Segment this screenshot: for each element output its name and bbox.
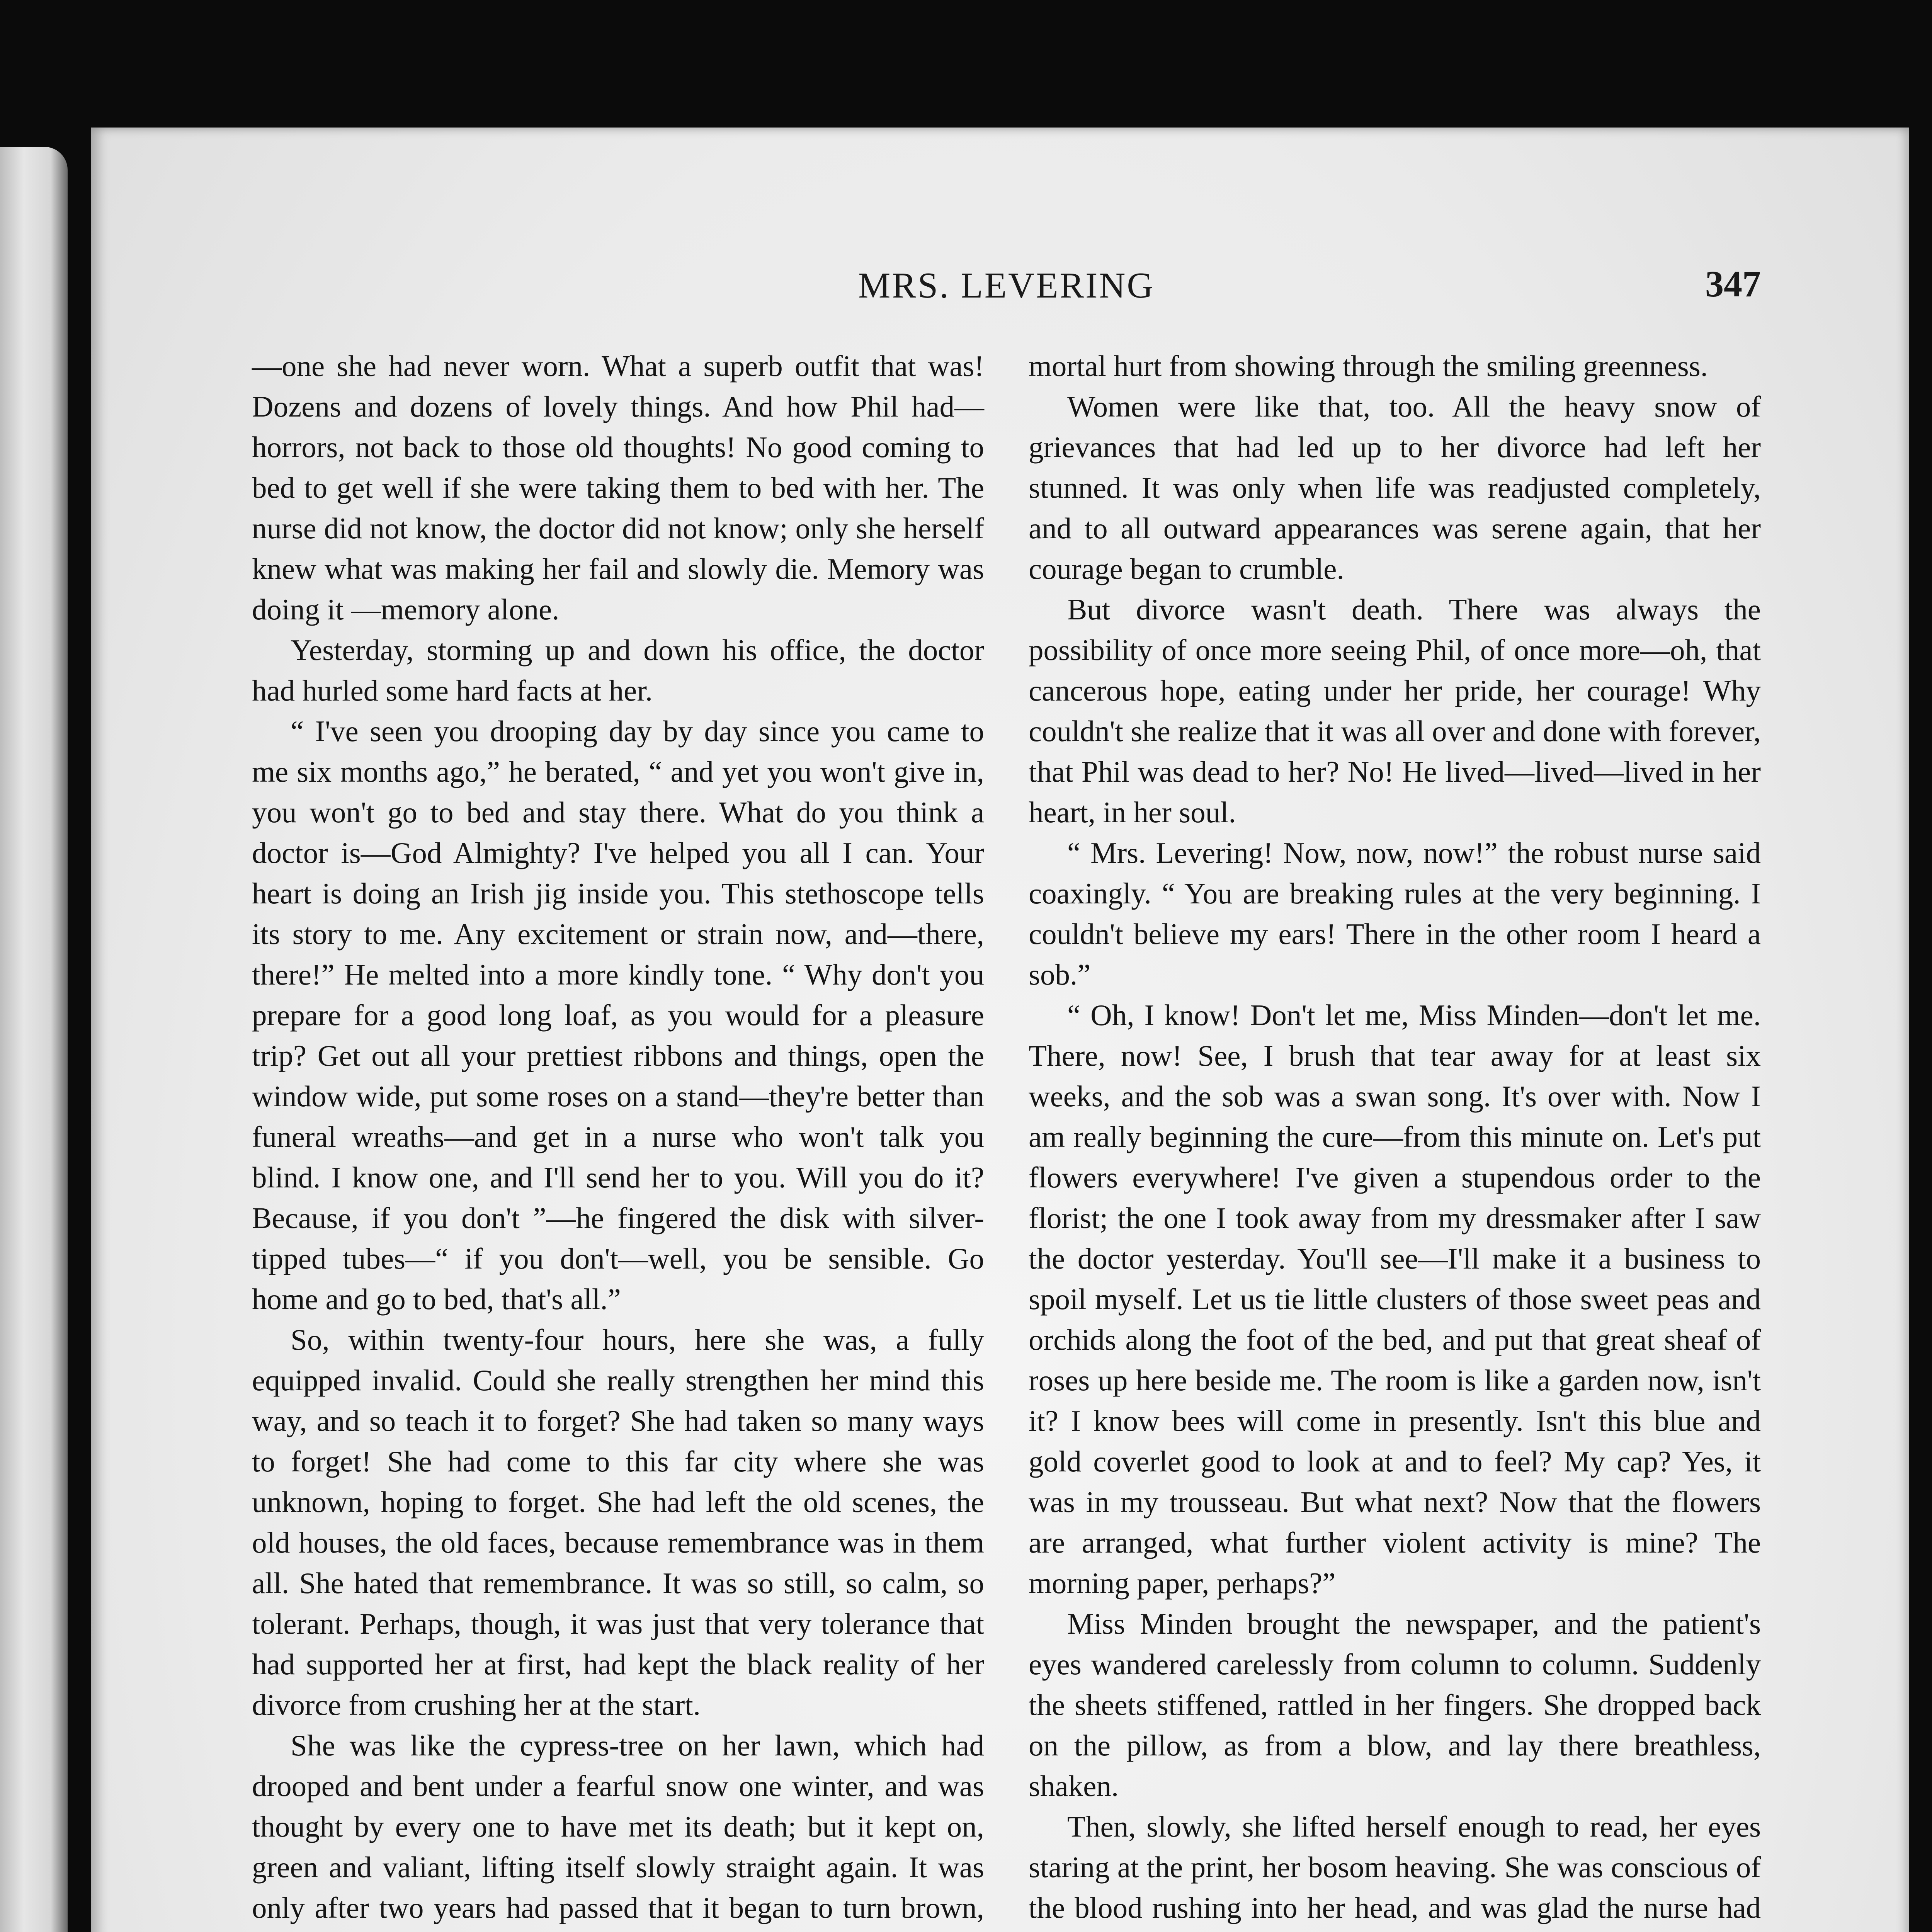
paragraph: Then, slowly, she lifted herself enough to read, her eyes staring at the print, her bosom heaving. She was conscious of the blood rushing into her head, and was glad the nurse had <box>1029 1810 1761 1924</box>
left-column <box>252 346 984 1932</box>
running-head <box>252 265 1761 323</box>
paragraph: “ Mrs. Levering! Now, now, now!” the robust nurse said coaxingly. “ You are breaking rules at the very beginning. I couldn't believe my ears! There in the other room I heard a sob.” <box>1029 836 1761 991</box>
right-column <box>1029 346 1761 1932</box>
paragraph: Women were like that, too. All the heavy snow of grievances that had led up to her divorce had left her stunned. It was only when life was readjusted completely, and to all outward appearances was serene again, that her courage began to crumble. <box>1029 390 1761 585</box>
paragraph: “ Oh, I know! Don't let me, Miss Minden—don't let me. There, now! See, I brush that tear away for at least six weeks, and the sob was a swan song. It's over with. Now I am really beginning the cure—from this minute on. Let's put flowers everywhere! I've given a stupendous order to the florist; the one I took away from my dressmaker after I saw the doctor yesterday. You'll see—I'll make it a business to spoil myself. Let us tie little clusters of those sweet peas and orchids along the foot of the bed, and put that great sheaf of roses up here beside me. The room is like a garden now, isn't it? I know bees will come in presently. Isn't this blue and gold coverlet good to look at and to feel? My cap? Yes, it was in my trousseau. But what next? Now that the flowers are arranged, what further violent activity is mine? The morning paper, perhaps?” <box>1029 998 1761 1600</box>
text-columns <box>252 346 1761 1932</box>
paragraph: mortal hurt from showing through the smiling greenness. <box>1029 349 1708 383</box>
book-page <box>91 128 1909 1932</box>
paragraph: So, within twenty-four hours, here she was, a fully equipped invalid. Could she really strengthen her mind this way, and so teach it to forget? She had taken so many ways to forget! She had come to this far city where she was unknown, hoping to forget. She had left the old scenes, the old houses, the old faces, because remembrance was in them all. She hated that remembrance. It was so still, so calm, so tolerant. Perhaps, though, it was just that very tolerance that had supported her at first, had kept the black reality of her divorce from crushing her at the start. <box>252 1323 984 1721</box>
paragraph: Miss Minden brought the newspaper, and the patient's eyes wandered carelessly from column to column. Suddenly the sheets stiffened, rattled in her fingers. She dropped back on the pillow, as from a blow, and lay there breathless, shaken. <box>1029 1607 1761 1803</box>
paragraph: But divorce wasn't death. There was always the possibility of once more seeing Phil, of once more—oh, that cancerous hope, eating under her pride, her courage! Why couldn't she realize that it was all over and done with forever, that Phil was dead to her? No! He lived—lived—lived in her heart, in her soul. <box>1029 593 1761 829</box>
facing-page-edge <box>0 147 68 1932</box>
paragraph: Yesterday, storming up and down his office, the doctor had hurled some hard facts at her. <box>252 633 984 707</box>
page-number: 347 <box>1705 263 1761 304</box>
running-title: MRS. LEVERING <box>858 265 1155 306</box>
paragraph: She was like the cypress-tree on her lawn, which had drooped and bent under a fearful snow one winter, and was thought by every one to have met its death; but it kept on, green and valiant, lifting itself slowly straight again. It was only after two years had passed that it began to turn brown, <box>252 1729 984 1924</box>
paragraph: —one she had never worn. What a superb outfit that was! Dozens and dozens of lovely things. And how Phil had—horrors, not back to those old thoughts! No good coming to bed to get well if she were taking them to bed with her. The nurse did not know, the doctor did not know; only she herself knew what was making her fail and slowly die. Memory was doing it —memory alone. <box>252 349 984 626</box>
page-content <box>252 265 1761 1932</box>
paragraph: “ I've seen you drooping day by day since you came to me six months ago,” he berated, “ and yet you won't give in, you won't go to bed and stay there. What do you think a doctor is—God Almighty? I've helped you all I can. Your heart is doing an Irish jig inside you. This stethoscope tells its story to me. Any excitement or strain now, and—there, there!” He melted into a more kindly tone. “ Why don't you prepare for a good long loaf, as you would for a pleasure trip? Get out all your prettiest ribbons and things, open the window wide, put some roses on a stand—they're better than funeral wreaths—and get in a nurse who won't talk you blind. I know one, and I'll send her to you. Will you do it? Because, if you don't ”—he fingered the disk with silver-tipped tubes—“ if you don't—well, you be sensible. Go home and go to bed, that's all.” <box>252 714 984 1316</box>
